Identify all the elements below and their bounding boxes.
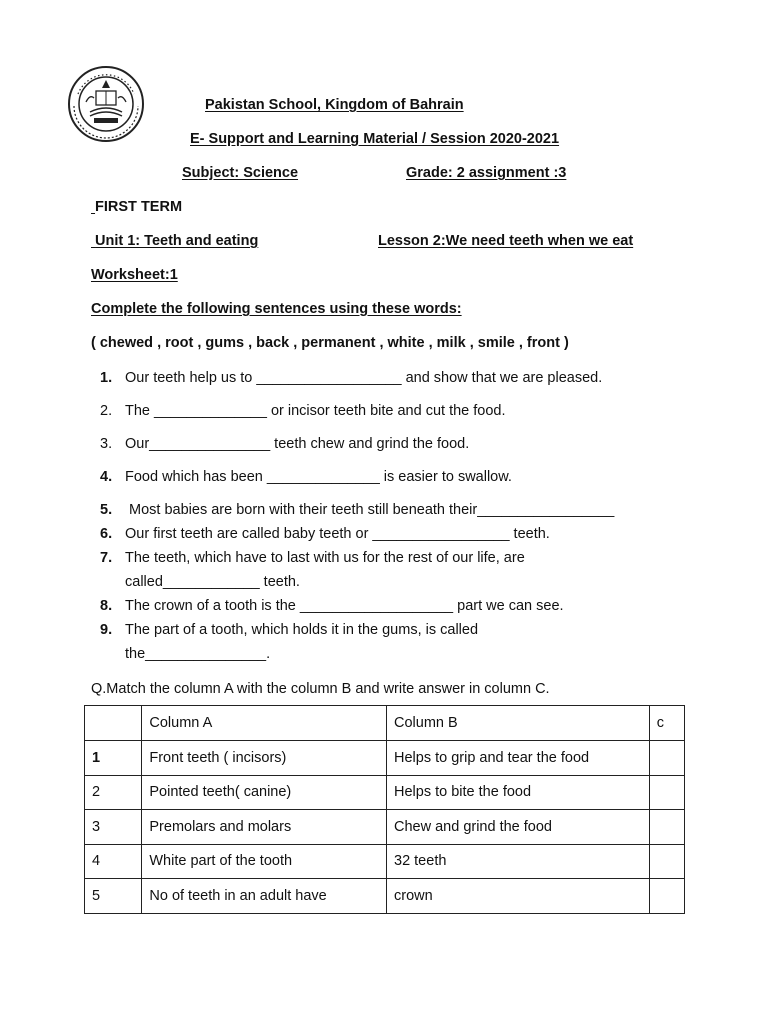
question-number: 6. [100, 526, 113, 542]
question-number: 9. [100, 622, 113, 638]
question-1 [100, 370, 602, 386]
column-c-answer-cell[interactable] [649, 879, 684, 914]
question-3 [100, 436, 469, 452]
question-number: 8. [100, 598, 113, 614]
table-row [85, 741, 685, 776]
worksheet-title: Worksheet:1 [91, 267, 178, 283]
lesson-title: Lesson 2:We need teeth when we eat [378, 233, 634, 249]
word-bank: ( chewed , root , gums , back , permanent , white , milk , smile , front ) [91, 335, 569, 351]
material-session: E- Support and Learning Material / Session 2020-2021 [190, 131, 560, 147]
column-b-cell: Helps to grip and tear the food [387, 741, 650, 776]
subject: Subject: Science [182, 165, 299, 181]
column-a-cell: Front teeth ( incisors) [142, 741, 387, 776]
term-label: FIRST TERM [95, 199, 183, 215]
column-a-cell: Pointed teeth( canine) [142, 775, 387, 810]
question-text: Most babies are born with their teeth still beneath their_________________ [125, 502, 615, 518]
unit-title [91, 233, 258, 249]
column-b-cell: Helps to bite the food [387, 775, 650, 810]
row-number: 3 [85, 810, 142, 845]
table-row [85, 775, 685, 810]
table-row [85, 810, 685, 845]
question-text: The crown of a tooth is the ___________________ part we can see. [125, 598, 564, 614]
question-5 [100, 502, 614, 518]
column-c-answer-cell[interactable] [649, 775, 684, 810]
question-9-continued: the_______________. [125, 646, 271, 662]
question-9 [100, 622, 478, 638]
question-number: 5. [100, 502, 113, 518]
question-text: The teeth, which have to last with us for the rest of our life, are [125, 550, 525, 566]
column-c-answer-cell[interactable] [649, 844, 684, 879]
unit-label: Unit 1: Teeth and eating [95, 233, 259, 249]
question-number: 1. [100, 370, 113, 386]
question-number: 4. [100, 469, 113, 485]
table-row [85, 844, 685, 879]
column-b-cell: crown [387, 879, 650, 914]
row-number: 2 [85, 775, 142, 810]
instructions-complete: Complete the following sentences using these words: [91, 301, 462, 317]
header-cell-column-a: Column A [142, 706, 387, 741]
row-number: 1 [85, 741, 142, 776]
match-prompt: Q.Match the column A with the column B and write answer in column C. [91, 681, 550, 697]
column-a-cell: White part of the tooth [142, 844, 387, 879]
question-number: 7. [100, 550, 113, 566]
header-cell-column-b: Column B [387, 706, 650, 741]
grade-assignment: Grade: 2 assignment :3 [406, 165, 567, 181]
column-a-cell: Premolars and molars [142, 810, 387, 845]
column-b-cell: 32 teeth [387, 844, 650, 879]
term [91, 199, 182, 215]
question-2 [100, 403, 506, 419]
question-8 [100, 598, 564, 614]
table-row [85, 879, 685, 914]
question-text: Our teeth help us to __________________ and show that we are pleased. [125, 370, 603, 386]
question-number: 2. [100, 403, 113, 419]
question-7-continued: called____________ teeth. [125, 574, 300, 590]
question-text: Our_______________ teeth chew and grind the food. [125, 436, 470, 452]
column-c-answer-cell[interactable] [649, 741, 684, 776]
question-7 [100, 550, 525, 566]
question-4 [100, 469, 512, 485]
match-table [84, 705, 685, 914]
question-text: The part of a tooth, which holds it in the gums, is called [125, 622, 479, 638]
column-a-cell: No of teeth in an adult have [142, 879, 387, 914]
row-number: 5 [85, 879, 142, 914]
question-number: 3. [100, 436, 113, 452]
table-header-row [85, 706, 685, 741]
question-text: Food which has been ______________ is easier to swallow. [125, 469, 512, 485]
header-cell-column-c: c [649, 706, 684, 741]
column-b-cell: Chew and grind the food [387, 810, 650, 845]
question-text: Our first teeth are called baby teeth or _________________ teeth. [125, 526, 550, 542]
question-6 [100, 526, 550, 542]
question-text: The ______________ or incisor teeth bite and cut the food. [125, 403, 506, 419]
row-number: 4 [85, 844, 142, 879]
column-c-answer-cell[interactable] [649, 810, 684, 845]
school-name: Pakistan School, Kingdom of Bahrain [205, 97, 464, 113]
school-logo-emblem [66, 64, 146, 144]
header-cell [85, 706, 142, 741]
